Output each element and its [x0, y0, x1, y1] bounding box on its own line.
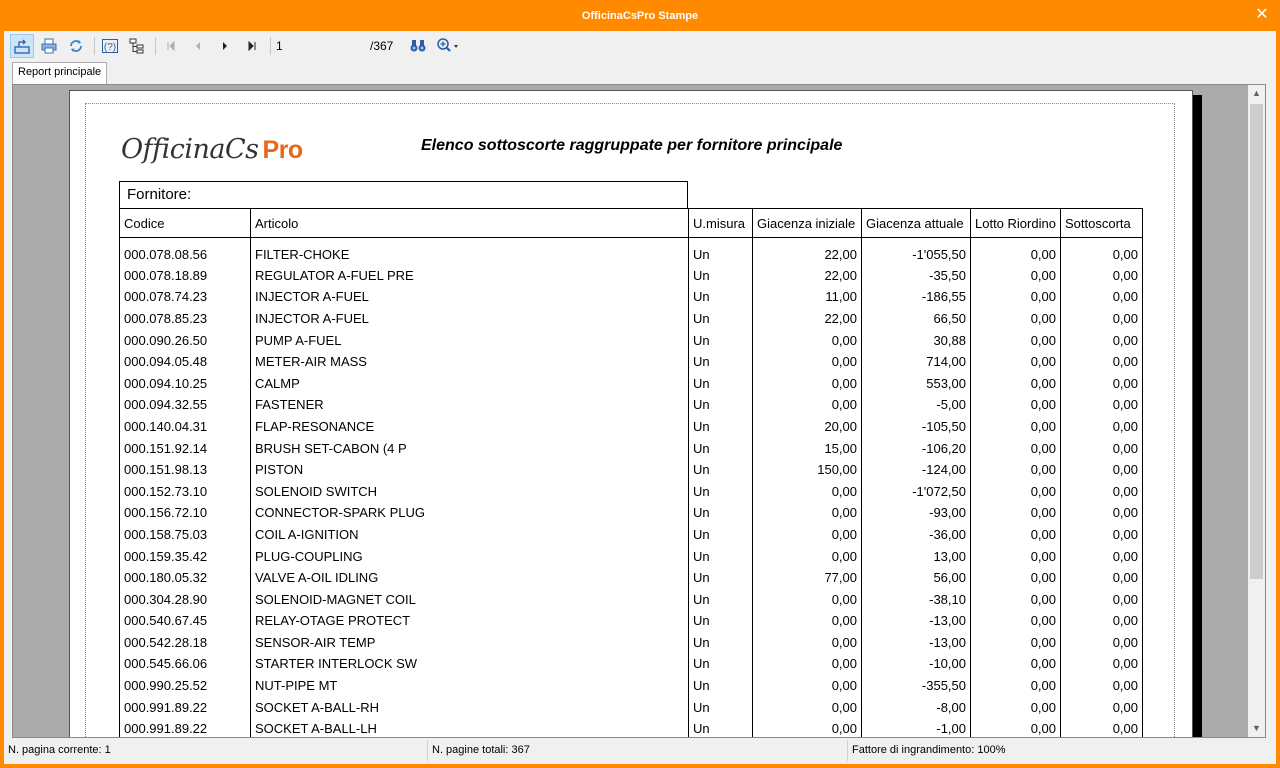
tree-view-button[interactable]	[125, 34, 149, 58]
cell-giacenza-iniziale: 0,00	[753, 675, 862, 697]
table-row	[120, 696, 1143, 718]
toolbar	[4, 31, 1276, 61]
cell-codice: 000.542.28.18	[120, 632, 251, 654]
cell-umisura: Un	[689, 351, 753, 373]
cell-giacenza-iniziale: 0,00	[753, 372, 862, 394]
cell-umisura: Un	[689, 718, 753, 738]
cell-giacenza-attuale: -36,00	[862, 524, 971, 546]
cell-sottoscorta: 0,00	[1061, 286, 1143, 308]
cell-giacenza-iniziale: 0,00	[753, 480, 862, 502]
cell-umisura: Un	[689, 265, 753, 287]
cell-articolo: STARTER INTERLOCK SW	[251, 653, 689, 675]
cell-articolo: COIL A-IGNITION	[251, 524, 689, 546]
cell-lotto-riordino: 0,00	[971, 351, 1061, 373]
cell-sottoscorta: 0,00	[1061, 329, 1143, 351]
cell-codice: 000.090.26.50	[120, 329, 251, 351]
cell-giacenza-attuale: -38,10	[862, 588, 971, 610]
scroll-up-icon[interactable]: ▲	[1252, 88, 1261, 98]
cell-codice: 000.078.85.23	[120, 308, 251, 330]
table-row	[120, 567, 1143, 589]
cell-articolo: PLUG-COUPLING	[251, 545, 689, 567]
table-row	[120, 480, 1143, 502]
cell-lotto-riordino: 0,00	[971, 696, 1061, 718]
column-header-codice: Codice	[120, 209, 251, 238]
cell-sottoscorta: 0,00	[1061, 588, 1143, 610]
table-row	[120, 329, 1143, 351]
find-button[interactable]	[406, 34, 430, 58]
cell-lotto-riordino: 0,00	[971, 632, 1061, 654]
cell-giacenza-attuale: -1'072,50	[862, 480, 971, 502]
export-button[interactable]	[10, 34, 34, 58]
cell-lotto-riordino: 0,00	[971, 545, 1061, 567]
cell-umisura: Un	[689, 459, 753, 481]
next-page-button[interactable]	[213, 34, 237, 58]
cell-codice: 000.545.66.06	[120, 653, 251, 675]
table-row	[120, 632, 1143, 654]
table-row	[120, 653, 1143, 675]
cell-umisura: Un	[689, 545, 753, 567]
cell-lotto-riordino: 0,00	[971, 265, 1061, 287]
report-table-body	[120, 238, 1143, 739]
scroll-down-icon[interactable]: ▼	[1252, 723, 1261, 733]
binoculars-icon	[409, 37, 427, 55]
table-row	[120, 459, 1143, 481]
cell-lotto-riordino: 0,00	[971, 675, 1061, 697]
cell-articolo: FLAP-RESONANCE	[251, 416, 689, 438]
cell-articolo: INJECTOR A-FUEL	[251, 308, 689, 330]
cell-umisura: Un	[689, 675, 753, 697]
table-row	[120, 502, 1143, 524]
cell-giacenza-attuale: -8,00	[862, 696, 971, 718]
cell-sottoscorta: 0,00	[1061, 351, 1143, 373]
table-row	[120, 286, 1143, 308]
cell-giacenza-iniziale: 20,00	[753, 416, 862, 438]
cell-articolo: METER-AIR MASS	[251, 351, 689, 373]
cell-articolo: FILTER-CHOKE	[251, 238, 689, 265]
status-bar	[4, 740, 1276, 761]
page-margin	[85, 103, 1175, 738]
cell-umisura: Un	[689, 437, 753, 459]
svg-text:(?): (?)	[103, 42, 117, 53]
cell-giacenza-iniziale: 22,00	[753, 238, 862, 265]
cell-umisura: Un	[689, 524, 753, 546]
cell-giacenza-attuale: 56,00	[862, 567, 971, 589]
cell-articolo: INJECTOR A-FUEL	[251, 286, 689, 308]
cell-sottoscorta: 0,00	[1061, 459, 1143, 481]
column-header-lotto-riordino: Lotto Riordino	[971, 209, 1061, 238]
table-row	[120, 524, 1143, 546]
status-current-page: N. pagina corrente: 1	[4, 740, 428, 761]
first-page-button[interactable]	[159, 34, 183, 58]
cell-sottoscorta: 0,00	[1061, 524, 1143, 546]
print-button[interactable]	[37, 34, 61, 58]
cell-lotto-riordino: 0,00	[971, 567, 1061, 589]
page-number-input[interactable]	[274, 36, 370, 56]
cell-giacenza-attuale: 553,00	[862, 372, 971, 394]
cell-umisura: Un	[689, 416, 753, 438]
cell-lotto-riordino: 0,00	[971, 238, 1061, 265]
cell-giacenza-iniziale: 150,00	[753, 459, 862, 481]
column-header-sottoscorta: Sottoscorta	[1061, 209, 1143, 238]
cell-lotto-riordino: 0,00	[971, 610, 1061, 632]
cell-umisura: Un	[689, 238, 753, 265]
toolbar-separator	[94, 37, 95, 55]
cell-giacenza-iniziale: 0,00	[753, 610, 862, 632]
report-table	[119, 208, 1143, 738]
cell-articolo: SOCKET A-BALL-RH	[251, 696, 689, 718]
cell-umisura: Un	[689, 480, 753, 502]
table-row	[120, 437, 1143, 459]
cell-codice: 000.078.74.23	[120, 286, 251, 308]
cell-articolo: FASTENER	[251, 394, 689, 416]
table-row	[120, 610, 1143, 632]
refresh-button[interactable]	[64, 34, 88, 58]
cell-sottoscorta: 0,00	[1061, 238, 1143, 265]
cell-umisura: Un	[689, 653, 753, 675]
cell-giacenza-iniziale: 22,00	[753, 265, 862, 287]
cell-codice: 000.990.25.52	[120, 675, 251, 697]
column-header-giacenza-iniziale: Giacenza iniziale	[753, 209, 862, 238]
cell-sottoscorta: 0,00	[1061, 437, 1143, 459]
cell-giacenza-attuale: -355,50	[862, 675, 971, 697]
first-page-icon	[164, 39, 178, 53]
table-row	[120, 588, 1143, 610]
cell-giacenza-attuale: -1,00	[862, 718, 971, 738]
table-row	[120, 238, 1143, 265]
cell-giacenza-attuale: 30,88	[862, 329, 971, 351]
page-total-label: /367	[370, 39, 394, 53]
cell-lotto-riordino: 0,00	[971, 653, 1061, 675]
toolbar-separator	[155, 37, 156, 55]
cell-lotto-riordino: 0,00	[971, 308, 1061, 330]
column-header-umisura: U.misura	[689, 209, 753, 238]
cell-codice: 000.094.32.55	[120, 394, 251, 416]
cell-codice: 000.159.35.42	[120, 545, 251, 567]
cell-codice: 000.180.05.32	[120, 567, 251, 589]
cell-lotto-riordino: 0,00	[971, 394, 1061, 416]
table-row	[120, 718, 1143, 738]
cell-umisura: Un	[689, 394, 753, 416]
report-title: Elenco sottoscorte raggruppate per fornitore principale	[421, 137, 843, 154]
printer-icon	[40, 37, 58, 55]
cell-giacenza-attuale: -13,00	[862, 632, 971, 654]
logo	[121, 134, 303, 165]
cell-giacenza-iniziale: 11,00	[753, 286, 862, 308]
tree-icon	[128, 37, 146, 55]
cell-lotto-riordino: 0,00	[971, 437, 1061, 459]
cell-articolo: REGULATOR A-FUEL PRE	[251, 265, 689, 287]
table-header-row	[120, 209, 1143, 238]
cell-umisura: Un	[689, 329, 753, 351]
cell-giacenza-iniziale: 0,00	[753, 502, 862, 524]
previous-page-icon	[191, 39, 205, 53]
scroll-thumb[interactable]	[1250, 104, 1263, 579]
cell-giacenza-iniziale: 0,00	[753, 718, 862, 738]
cell-giacenza-attuale: -93,00	[862, 502, 971, 524]
cell-sottoscorta: 0,00	[1061, 480, 1143, 502]
cell-codice: 000.094.05.48	[120, 351, 251, 373]
cell-lotto-riordino: 0,00	[971, 459, 1061, 481]
table-row	[120, 265, 1143, 287]
cell-articolo: CALMP	[251, 372, 689, 394]
export-icon	[13, 37, 31, 55]
cell-giacenza-attuale: 13,00	[862, 545, 971, 567]
toolbar-separator	[270, 37, 271, 55]
cell-umisura: Un	[689, 567, 753, 589]
cell-umisura: Un	[689, 632, 753, 654]
cell-articolo: BRUSH SET-CABON (4 P	[251, 437, 689, 459]
status-total-pages: N. pagine totali: 367	[428, 740, 848, 761]
cell-sottoscorta: 0,00	[1061, 696, 1143, 718]
cell-giacenza-attuale: 714,00	[862, 351, 971, 373]
table-row	[120, 308, 1143, 330]
help-button[interactable]	[98, 34, 122, 58]
cell-codice: 000.991.89.22	[120, 696, 251, 718]
cell-articolo: PUMP A-FUEL	[251, 329, 689, 351]
cell-articolo: PISTON	[251, 459, 689, 481]
cell-umisura: Un	[689, 372, 753, 394]
previous-page-button[interactable]	[186, 34, 210, 58]
column-header-giacenza-attuale: Giacenza attuale	[862, 209, 971, 238]
logo-pro-text: Pro	[262, 136, 303, 164]
cell-sottoscorta: 0,00	[1061, 632, 1143, 654]
cell-giacenza-attuale: -186,55	[862, 286, 971, 308]
status-zoom: Fattore di ingrandimento: 100%	[852, 744, 1006, 756]
cell-codice: 000.540.67.45	[120, 610, 251, 632]
cell-codice: 000.094.10.25	[120, 372, 251, 394]
cell-giacenza-iniziale: 15,00	[753, 437, 862, 459]
cell-codice: 000.152.73.10	[120, 480, 251, 502]
client-area	[4, 31, 1276, 764]
help-icon	[101, 37, 119, 55]
cell-articolo: RELAY-OTAGE PROTECT	[251, 610, 689, 632]
cell-sottoscorta: 0,00	[1061, 675, 1143, 697]
cell-lotto-riordino: 0,00	[971, 480, 1061, 502]
cell-sottoscorta: 0,00	[1061, 502, 1143, 524]
cell-giacenza-iniziale: 0,00	[753, 394, 862, 416]
cell-giacenza-iniziale: 22,00	[753, 308, 862, 330]
cell-sottoscorta: 0,00	[1061, 567, 1143, 589]
cell-lotto-riordino: 0,00	[971, 329, 1061, 351]
cell-sottoscorta: 0,00	[1061, 653, 1143, 675]
table-row	[120, 351, 1143, 373]
cell-sottoscorta: 0,00	[1061, 545, 1143, 567]
vertical-scrollbar[interactable]	[1248, 85, 1265, 737]
cell-articolo: CONNECTOR-SPARK PLUG	[251, 502, 689, 524]
cell-lotto-riordino: 0,00	[971, 502, 1061, 524]
cell-giacenza-iniziale: 0,00	[753, 632, 862, 654]
cell-lotto-riordino: 0,00	[971, 372, 1061, 394]
zoom-button[interactable]	[433, 34, 463, 58]
cell-giacenza-attuale: -106,20	[862, 437, 971, 459]
table-row	[120, 372, 1143, 394]
cell-giacenza-attuale: -13,00	[862, 610, 971, 632]
cell-codice: 000.304.28.90	[120, 588, 251, 610]
cell-codice: 000.151.98.13	[120, 459, 251, 481]
table-row	[120, 394, 1143, 416]
cell-articolo: NUT-PIPE MT	[251, 675, 689, 697]
cell-sottoscorta: 0,00	[1061, 416, 1143, 438]
cell-codice: 000.140.04.31	[120, 416, 251, 438]
cell-sottoscorta: 0,00	[1061, 394, 1143, 416]
table-row	[120, 416, 1143, 438]
cell-umisura: Un	[689, 502, 753, 524]
logo-text: OfficinaCs	[121, 134, 259, 165]
close-button[interactable]: ✕	[1255, 6, 1269, 23]
cell-giacenza-attuale: -1'055,50	[862, 238, 971, 265]
table-row	[120, 675, 1143, 697]
next-page-icon	[218, 39, 232, 53]
cell-sottoscorta: 0,00	[1061, 610, 1143, 632]
cell-codice: 000.156.72.10	[120, 502, 251, 524]
cell-giacenza-iniziale: 0,00	[753, 329, 862, 351]
supplier-label: Fornitore:	[119, 181, 688, 209]
cell-umisura: Un	[689, 588, 753, 610]
cell-giacenza-attuale: -5,00	[862, 394, 971, 416]
cell-articolo: SOLENOID SWITCH	[251, 480, 689, 502]
last-page-icon	[245, 39, 259, 53]
refresh-icon	[67, 37, 85, 55]
cell-giacenza-iniziale: 0,00	[753, 653, 862, 675]
tab-strip	[4, 61, 1276, 83]
cell-codice: 000.151.92.14	[120, 437, 251, 459]
cell-codice: 000.078.18.89	[120, 265, 251, 287]
last-page-button[interactable]	[240, 34, 264, 58]
cell-giacenza-iniziale: 0,00	[753, 696, 862, 718]
window-title: OfficinaCsPro Stampe	[581, 9, 699, 22]
zoom-icon	[436, 37, 460, 55]
cell-codice: 000.158.75.03	[120, 524, 251, 546]
column-header-articolo: Articolo	[251, 209, 689, 238]
cell-articolo: SOCKET A-BALL-LH	[251, 718, 689, 738]
cell-umisura: Un	[689, 308, 753, 330]
cell-articolo: SENSOR-AIR TEMP	[251, 632, 689, 654]
cell-umisura: Un	[689, 286, 753, 308]
cell-lotto-riordino: 0,00	[971, 416, 1061, 438]
report-page	[69, 90, 1193, 738]
cell-codice: 000.078.08.56	[120, 238, 251, 265]
cell-giacenza-iniziale: 0,00	[753, 524, 862, 546]
cell-codice: 000.991.89.22	[120, 718, 251, 738]
cell-lotto-riordino: 0,00	[971, 588, 1061, 610]
cell-lotto-riordino: 0,00	[971, 286, 1061, 308]
cell-sottoscorta: 0,00	[1061, 718, 1143, 738]
cell-sottoscorta: 0,00	[1061, 308, 1143, 330]
cell-giacenza-attuale: -105,50	[862, 416, 971, 438]
tab-report-principale[interactable]: Report principale	[12, 62, 107, 84]
cell-sottoscorta: 0,00	[1061, 372, 1143, 394]
report-viewer	[12, 84, 1266, 738]
cell-sottoscorta: 0,00	[1061, 265, 1143, 287]
title-bar	[0, 0, 1280, 31]
cell-umisura: Un	[689, 696, 753, 718]
cell-giacenza-attuale: 66,50	[862, 308, 971, 330]
cell-lotto-riordino: 0,00	[971, 718, 1061, 738]
cell-giacenza-iniziale: 0,00	[753, 351, 862, 373]
cell-giacenza-iniziale: 0,00	[753, 588, 862, 610]
cell-giacenza-attuale: -124,00	[862, 459, 971, 481]
cell-giacenza-iniziale: 77,00	[753, 567, 862, 589]
table-row	[120, 545, 1143, 567]
cell-giacenza-iniziale: 0,00	[753, 545, 862, 567]
cell-lotto-riordino: 0,00	[971, 524, 1061, 546]
cell-articolo: SOLENOID-MAGNET COIL	[251, 588, 689, 610]
cell-giacenza-attuale: -10,00	[862, 653, 971, 675]
cell-umisura: Un	[689, 610, 753, 632]
cell-giacenza-attuale: -35,50	[862, 265, 971, 287]
cell-articolo: VALVE A-OIL IDLING	[251, 567, 689, 589]
